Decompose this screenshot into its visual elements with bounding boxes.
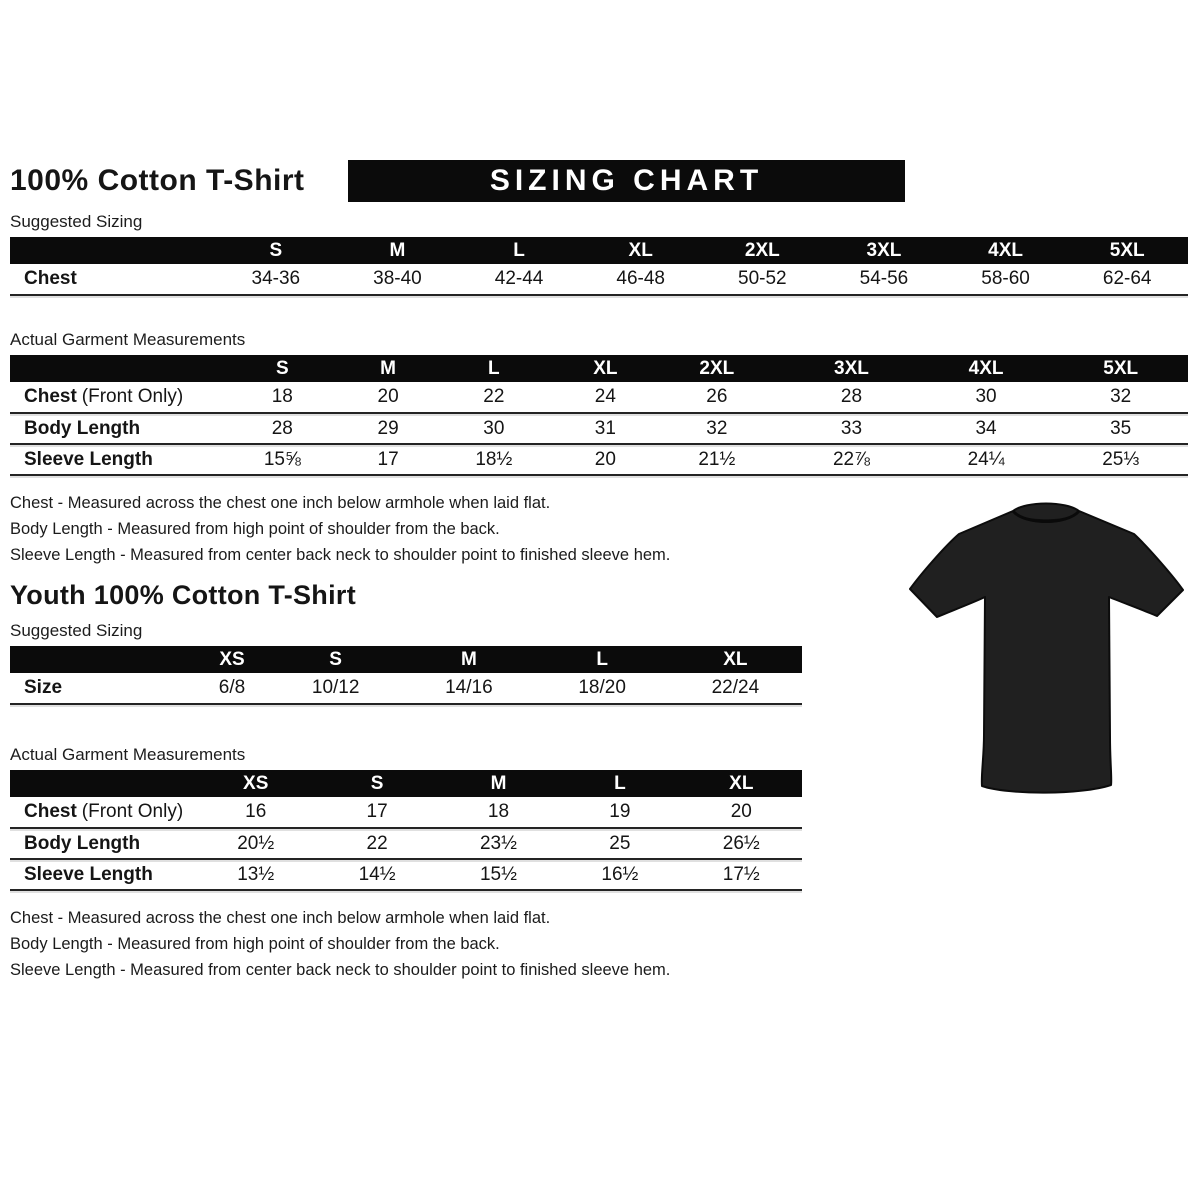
- size-header-cell: XL: [593, 357, 618, 379]
- youth-notes: [10, 905, 1190, 983]
- measurement-cell: 20: [561, 444, 649, 475]
- measurement-cell: 29: [350, 413, 427, 444]
- table-row-body-length: [10, 413, 1188, 444]
- measurement-cell: 22: [427, 382, 562, 413]
- size-header-cell: M: [460, 648, 477, 670]
- measurement-cell: 30: [427, 413, 562, 444]
- youth-suggested-table: [10, 646, 802, 705]
- measurement-cell: 58-60: [945, 264, 1067, 295]
- measurement-cell: 46-48: [580, 264, 702, 295]
- row-label-suffix: (Front Only): [81, 801, 184, 822]
- header-row: [10, 160, 1190, 202]
- note-body-length: Body Length - Measured from high point of shoulder from the back.: [10, 935, 500, 953]
- note-body-length: Body Length - Measured from high point of shoulder from the back.: [10, 520, 500, 538]
- measurement-cell: 15⅝: [215, 444, 350, 475]
- size-header-cell: M: [389, 239, 406, 261]
- size-header-cell: 4XL: [988, 239, 1023, 261]
- table-row-chest-front-only: [10, 382, 1188, 413]
- row-label-main: Chest: [24, 801, 77, 822]
- youth-suggested-sizing-label: Suggested Sizing: [10, 621, 143, 640]
- measurement-cell: 32: [650, 413, 785, 444]
- measurement-cell: 20½: [195, 828, 316, 859]
- measurement-cell: 6/8: [195, 673, 269, 704]
- measurement-cell: 25⅓: [1053, 444, 1188, 475]
- measurement-cell: 22/24: [669, 673, 802, 704]
- note-chest: Chest - Measured across the chest one inch below armhole when laid flat.: [10, 909, 551, 927]
- size-header-cell: L: [488, 357, 500, 379]
- youth-measurements-table: [10, 770, 802, 891]
- table-header-row: [10, 237, 1188, 264]
- adult-measurements-label: Actual Garment Measurements: [10, 330, 246, 349]
- note-sleeve-length: Sleeve Length - Measured from center back neck to shoulder point to finished sleeve hem.: [10, 546, 671, 564]
- size-header-cell: 3XL: [866, 239, 902, 261]
- tshirt-product-image: [896, 487, 1196, 807]
- row-label: Chest: [10, 264, 215, 295]
- table-row-body-length: [10, 828, 802, 859]
- size-header-cell: XL: [729, 772, 754, 794]
- size-header-cell: S: [370, 772, 384, 794]
- size-header-cell: L: [614, 772, 626, 794]
- measurement-cell: 23½: [438, 828, 559, 859]
- size-header-cell: L: [513, 239, 525, 261]
- measurement-cell: 13½: [195, 859, 316, 890]
- table-header-row: [10, 646, 802, 673]
- measurement-cell: 33: [784, 413, 919, 444]
- measurement-cell: 42-44: [458, 264, 580, 295]
- measurement-cell: 50-52: [702, 264, 824, 295]
- empty-header-cell: [10, 237, 215, 264]
- measurement-cell: 15½: [438, 859, 559, 890]
- measurement-cell: 14/16: [402, 673, 535, 704]
- measurement-cell: 16: [195, 797, 316, 828]
- page-title: 100% Cotton T-Shirt: [10, 164, 305, 197]
- measurement-cell: 17: [316, 797, 437, 828]
- measurement-cell: 22: [316, 828, 437, 859]
- measurement-cell: 24: [561, 382, 649, 413]
- measurement-cell: 25: [559, 828, 680, 859]
- table-row-sleeve-length: [10, 444, 1188, 475]
- measurement-cell: 62-64: [1066, 264, 1188, 295]
- measurement-cell: 26½: [681, 828, 802, 859]
- row-label: Sleeve Length: [10, 444, 215, 475]
- measurement-cell: 20: [350, 382, 427, 413]
- size-header-cell: S: [269, 239, 283, 261]
- size-header-cell: XS: [219, 648, 245, 670]
- measurement-cell: 18: [438, 797, 559, 828]
- row-label: [10, 797, 195, 828]
- measurement-cell: 16½: [559, 859, 680, 890]
- size-header-cell: 4XL: [968, 357, 1004, 379]
- size-header-cell: S: [329, 648, 342, 670]
- adult-suggested-sizing-label: Suggested Sizing: [10, 212, 143, 231]
- table-row-size: [10, 673, 802, 704]
- empty-header-cell: [10, 770, 195, 797]
- measurement-cell: 26: [650, 382, 785, 413]
- row-label: Body Length: [10, 828, 195, 859]
- size-header-cell: 2XL: [699, 357, 735, 379]
- measurement-cell: 14½: [316, 859, 437, 890]
- measurement-cell: 24¼: [919, 444, 1054, 475]
- measurement-cell: 18½: [427, 444, 562, 475]
- adult-measurements-table: [10, 355, 1188, 476]
- row-label: [10, 382, 215, 413]
- measurement-cell: 18: [215, 382, 350, 413]
- size-header-cell: 3XL: [834, 357, 869, 379]
- measurement-cell: 34: [919, 413, 1054, 444]
- black-tshirt-icon: [896, 487, 1196, 807]
- row-label: Sleeve Length: [10, 859, 195, 890]
- table-row-chest: [10, 264, 1188, 295]
- measurement-cell: 17: [350, 444, 427, 475]
- size-header-cell: 2XL: [744, 239, 780, 261]
- table-row-sleeve-length: [10, 859, 802, 890]
- measurement-cell: 17½: [681, 859, 802, 890]
- size-header-cell: XS: [243, 772, 269, 794]
- size-header-cell: L: [596, 648, 608, 670]
- size-header-cell: 5XL: [1103, 357, 1139, 379]
- measurement-cell: 28: [784, 382, 919, 413]
- size-header-cell: S: [275, 357, 289, 379]
- row-label: Size: [10, 673, 195, 704]
- adult-suggested-table: [10, 237, 1188, 296]
- measurement-cell: 28: [215, 413, 350, 444]
- measurement-cell: 34-36: [215, 264, 337, 295]
- measurement-cell: 30: [919, 382, 1054, 413]
- youth-section-title: Youth 100% Cotton T-Shirt: [10, 580, 356, 610]
- measurement-cell: 35: [1053, 413, 1188, 444]
- size-header-cell: XL: [723, 648, 748, 670]
- row-label-suffix: (Front Only): [81, 386, 184, 407]
- measurement-cell: 10/12: [269, 673, 402, 704]
- youth-measurements-label: Actual Garment Measurements: [10, 745, 246, 764]
- measurement-cell: 31: [561, 413, 649, 444]
- table-header-row: [10, 355, 1188, 382]
- measurement-cell: 32: [1053, 382, 1188, 413]
- measurement-cell: 54-56: [823, 264, 945, 295]
- note-sleeve-length: Sleeve Length - Measured from center back neck to shoulder point to finished sleeve hem.: [10, 961, 671, 979]
- empty-header-cell: [10, 646, 195, 673]
- row-label: Body Length: [10, 413, 215, 444]
- empty-header-cell: [10, 355, 215, 382]
- row-label-main: Chest: [24, 386, 77, 407]
- table-header-row: [10, 770, 802, 797]
- size-header-cell: M: [490, 772, 507, 794]
- sizing-chart-banner: SIZING CHART: [348, 160, 905, 202]
- table-row-chest-front-only: [10, 797, 802, 828]
- size-header-cell: XL: [628, 239, 653, 261]
- measurement-cell: 38-40: [337, 264, 459, 295]
- measurement-cell: 22⅞: [784, 444, 919, 475]
- measurement-cell: 19: [559, 797, 680, 828]
- measurement-cell: 21½: [650, 444, 785, 475]
- note-chest: Chest - Measured across the chest one inch below armhole when laid flat.: [10, 494, 551, 512]
- measurement-cell: 20: [681, 797, 802, 828]
- measurement-cell: 18/20: [536, 673, 669, 704]
- size-header-cell: 5XL: [1109, 239, 1145, 261]
- size-header-cell: M: [380, 357, 396, 379]
